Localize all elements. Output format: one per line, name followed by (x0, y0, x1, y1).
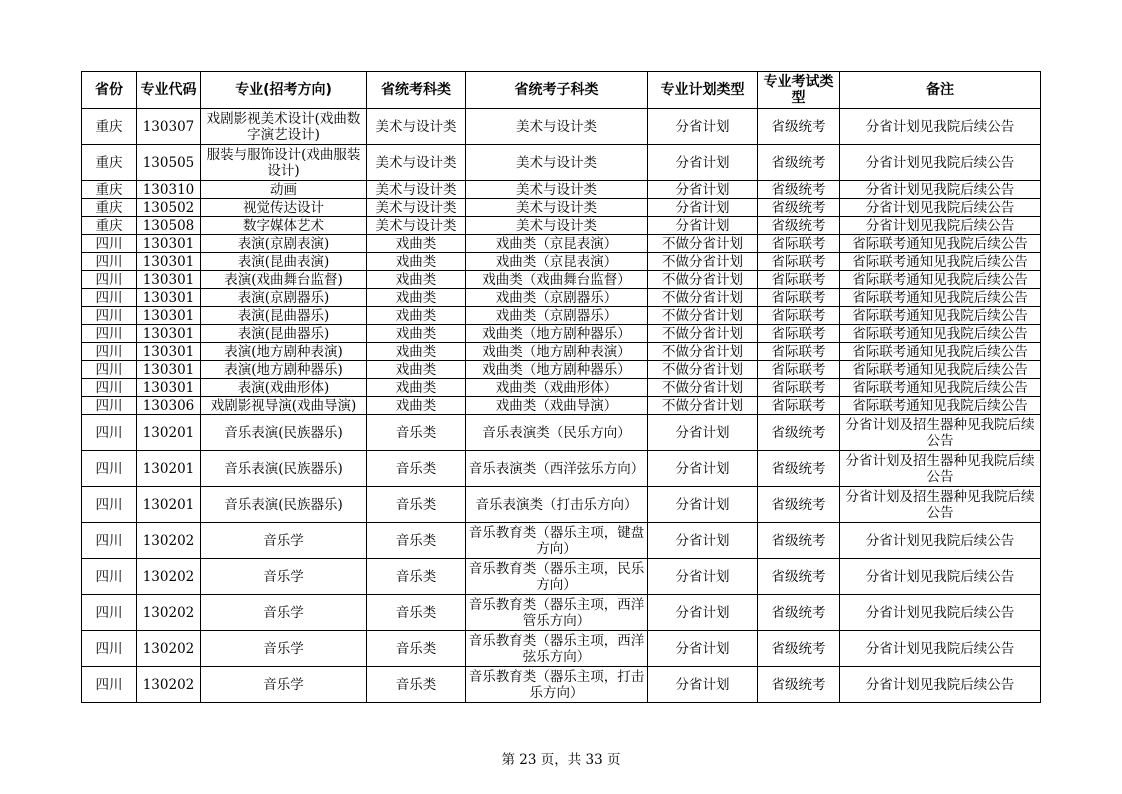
table-header-row (82, 72, 1041, 109)
cell-exam-subcategory: 戏曲类（地方剧种器乐） (466, 325, 648, 343)
cell-exam-category: 戏曲类 (367, 361, 466, 379)
cell-province: 四川 (82, 253, 137, 271)
cell-major-code: 130307 (137, 109, 201, 145)
cell-province: 重庆 (82, 145, 137, 181)
cell-major-direction: 音乐学 (201, 631, 367, 667)
cell-exam-category: 戏曲类 (367, 397, 466, 415)
cell-exam-subcategory: 戏曲类（地方剧种表演） (466, 343, 648, 361)
table-row (82, 289, 1041, 307)
cell-plan-type: 不做分省计划 (648, 307, 758, 325)
cell-exam-type: 省际联考 (758, 325, 840, 343)
cell-province: 四川 (82, 397, 137, 415)
cell-major-code: 130502 (137, 199, 201, 217)
cell-remarks: 省际联考通知见我院后续公告 (840, 343, 1041, 361)
cell-remarks: 省际联考通知见我院后续公告 (840, 397, 1041, 415)
cell-exam-category: 美术与设计类 (367, 199, 466, 217)
cell-remarks: 省际联考通知见我院后续公告 (840, 271, 1041, 289)
cell-province: 四川 (82, 361, 137, 379)
cell-exam-type: 省级统考 (758, 109, 840, 145)
cell-major-code: 130301 (137, 289, 201, 307)
cell-province: 重庆 (82, 181, 137, 199)
cell-remarks: 分省计划见我院后续公告 (840, 181, 1041, 199)
cell-exam-category: 戏曲类 (367, 379, 466, 397)
cell-remarks: 省际联考通知见我院后续公告 (840, 289, 1041, 307)
header-exam-subcategory: 省统考子科类 (466, 72, 648, 109)
cell-exam-type: 省际联考 (758, 235, 840, 253)
cell-province: 四川 (82, 271, 137, 289)
cell-remarks: 分省计划见我院后续公告 (840, 145, 1041, 181)
cell-province: 四川 (82, 289, 137, 307)
cell-major-direction: 戏剧影视导演(戏曲导演) (201, 397, 367, 415)
cell-exam-category: 音乐类 (367, 559, 466, 595)
header-remarks: 备注 (840, 72, 1041, 109)
cell-exam-subcategory: 美术与设计类 (466, 199, 648, 217)
cell-exam-category: 戏曲类 (367, 325, 466, 343)
cell-major-direction: 表演(京剧表演) (201, 235, 367, 253)
cell-exam-subcategory: 美术与设计类 (466, 145, 648, 181)
cell-major-code: 130301 (137, 325, 201, 343)
cell-province: 重庆 (82, 199, 137, 217)
cell-exam-subcategory: 音乐教育类（器乐主项，民乐方向） (466, 559, 648, 595)
cell-exam-subcategory: 戏曲类（戏曲导演） (466, 397, 648, 415)
cell-exam-subcategory: 音乐表演类（民乐方向） (466, 415, 648, 451)
table-row (82, 307, 1041, 325)
cell-exam-subcategory: 戏曲类（京剧器乐） (466, 289, 648, 307)
cell-province: 四川 (82, 487, 137, 523)
table-row (82, 379, 1041, 397)
cell-exam-category: 音乐类 (367, 415, 466, 451)
cell-province: 四川 (82, 451, 137, 487)
cell-exam-subcategory: 音乐教育类（器乐主项，打击乐方向） (466, 667, 648, 703)
cell-exam-subcategory: 美术与设计类 (466, 109, 648, 145)
cell-major-direction: 音乐表演(民族器乐) (201, 415, 367, 451)
cell-exam-type: 省际联考 (758, 343, 840, 361)
cell-province: 四川 (82, 523, 137, 559)
cell-province: 重庆 (82, 109, 137, 145)
cell-province: 四川 (82, 631, 137, 667)
table-row (82, 235, 1041, 253)
cell-exam-category: 音乐类 (367, 523, 466, 559)
header-exam-type: 专业考试类型 (758, 72, 840, 109)
cell-major-direction: 表演(昆曲器乐) (201, 307, 367, 325)
cell-major-direction: 表演(地方剧种器乐) (201, 361, 367, 379)
cell-exam-category: 美术与设计类 (367, 109, 466, 145)
cell-major-direction: 视觉传达设计 (201, 199, 367, 217)
cell-exam-type: 省级统考 (758, 523, 840, 559)
header-major-code: 专业代码 (137, 72, 201, 109)
cell-exam-type: 省际联考 (758, 307, 840, 325)
cell-exam-type: 省级统考 (758, 181, 840, 199)
table-row (82, 217, 1041, 235)
cell-exam-type: 省级统考 (758, 667, 840, 703)
cell-remarks: 省际联考通知见我院后续公告 (840, 253, 1041, 271)
cell-plan-type: 不做分省计划 (648, 379, 758, 397)
cell-major-code: 130301 (137, 271, 201, 289)
cell-plan-type: 分省计划 (648, 667, 758, 703)
cell-plan-type: 不做分省计划 (648, 343, 758, 361)
cell-exam-category: 戏曲类 (367, 235, 466, 253)
cell-exam-subcategory: 音乐教育类（器乐主项，西洋弦乐方向） (466, 631, 648, 667)
cell-major-code: 130301 (137, 343, 201, 361)
cell-major-direction: 表演(地方剧种表演) (201, 343, 367, 361)
cell-major-code: 130301 (137, 253, 201, 271)
cell-major-direction: 音乐表演(民族器乐) (201, 451, 367, 487)
cell-exam-type: 省级统考 (758, 199, 840, 217)
table-row (82, 145, 1041, 181)
table-row (82, 199, 1041, 217)
cell-province: 四川 (82, 325, 137, 343)
cell-exam-type: 省级统考 (758, 217, 840, 235)
cell-major-code: 130310 (137, 181, 201, 199)
cell-major-direction: 表演(京剧器乐) (201, 289, 367, 307)
cell-remarks: 分省计划见我院后续公告 (840, 667, 1041, 703)
cell-province: 四川 (82, 595, 137, 631)
cell-major-direction: 音乐学 (201, 559, 367, 595)
table-row (82, 451, 1041, 487)
cell-exam-type: 省际联考 (758, 289, 840, 307)
cell-plan-type: 分省计划 (648, 451, 758, 487)
header-major-direction: 专业(招考方向) (201, 72, 367, 109)
cell-plan-type: 分省计划 (648, 487, 758, 523)
cell-major-direction: 动画 (201, 181, 367, 199)
cell-exam-category: 音乐类 (367, 631, 466, 667)
cell-plan-type: 分省计划 (648, 217, 758, 235)
cell-exam-subcategory: 戏曲类（地方剧种器乐） (466, 361, 648, 379)
cell-remarks: 分省计划见我院后续公告 (840, 109, 1041, 145)
cell-province: 四川 (82, 667, 137, 703)
cell-plan-type: 不做分省计划 (648, 361, 758, 379)
table-row (82, 595, 1041, 631)
cell-major-code: 130202 (137, 631, 201, 667)
cell-exam-category: 戏曲类 (367, 253, 466, 271)
cell-exam-category: 戏曲类 (367, 307, 466, 325)
cell-major-direction: 数字媒体艺术 (201, 217, 367, 235)
cell-exam-type: 省级统考 (758, 415, 840, 451)
cell-exam-category: 音乐类 (367, 451, 466, 487)
cell-plan-type: 分省计划 (648, 109, 758, 145)
cell-major-direction: 戏剧影视美术设计(戏曲数字演艺设计) (201, 109, 367, 145)
cell-major-direction: 音乐学 (201, 667, 367, 703)
header-plan-type: 专业计划类型 (648, 72, 758, 109)
cell-plan-type: 不做分省计划 (648, 325, 758, 343)
cell-exam-subcategory: 音乐教育类（器乐主项，键盘方向） (466, 523, 648, 559)
header-province: 省份 (82, 72, 137, 109)
table-row (82, 523, 1041, 559)
cell-major-code: 130202 (137, 595, 201, 631)
cell-exam-type: 省际联考 (758, 361, 840, 379)
cell-exam-type: 省级统考 (758, 451, 840, 487)
cell-major-direction: 音乐学 (201, 523, 367, 559)
cell-major-code: 130508 (137, 217, 201, 235)
cell-plan-type: 不做分省计划 (648, 253, 758, 271)
cell-major-code: 130306 (137, 397, 201, 415)
table-row (82, 271, 1041, 289)
cell-remarks: 分省计划及招生器种见我院后续公告 (840, 487, 1041, 523)
table-row (82, 325, 1041, 343)
cell-plan-type: 不做分省计划 (648, 397, 758, 415)
cell-exam-category: 戏曲类 (367, 289, 466, 307)
cell-major-direction: 表演(戏曲舞台监督) (201, 271, 367, 289)
cell-plan-type: 分省计划 (648, 559, 758, 595)
cell-remarks: 省际联考通知见我院后续公告 (840, 307, 1041, 325)
cell-exam-category: 音乐类 (367, 487, 466, 523)
header-exam-category: 省统考科类 (367, 72, 466, 109)
table-row (82, 109, 1041, 145)
table-row (82, 343, 1041, 361)
cell-plan-type: 分省计划 (648, 199, 758, 217)
cell-exam-subcategory: 戏曲类（戏曲舞台监督） (466, 271, 648, 289)
cell-remarks: 省际联考通知见我院后续公告 (840, 361, 1041, 379)
table-row (82, 559, 1041, 595)
cell-province: 四川 (82, 559, 137, 595)
cell-exam-category: 戏曲类 (367, 271, 466, 289)
cell-plan-type: 不做分省计划 (648, 271, 758, 289)
cell-plan-type: 分省计划 (648, 595, 758, 631)
cell-major-code: 130301 (137, 379, 201, 397)
cell-province: 四川 (82, 343, 137, 361)
page-number: 第 23 页，共 33 页 (501, 752, 621, 768)
cell-remarks: 分省计划及招生器种见我院后续公告 (840, 451, 1041, 487)
table-row (82, 397, 1041, 415)
cell-major-code: 130201 (137, 487, 201, 523)
table-row (82, 253, 1041, 271)
cell-exam-subcategory: 戏曲类（京昆表演） (466, 235, 648, 253)
cell-province: 四川 (82, 307, 137, 325)
admission-plan-table (81, 71, 1041, 703)
cell-major-direction: 表演(昆曲器乐) (201, 325, 367, 343)
cell-remarks: 省际联考通知见我院后续公告 (840, 379, 1041, 397)
cell-plan-type: 分省计划 (648, 415, 758, 451)
cell-exam-type: 省际联考 (758, 397, 840, 415)
cell-remarks: 分省计划见我院后续公告 (840, 595, 1041, 631)
cell-remarks: 分省计划见我院后续公告 (840, 217, 1041, 235)
cell-exam-category: 音乐类 (367, 667, 466, 703)
cell-exam-type: 省际联考 (758, 253, 840, 271)
cell-exam-category: 音乐类 (367, 595, 466, 631)
cell-major-direction: 音乐学 (201, 595, 367, 631)
cell-remarks: 省际联考通知见我院后续公告 (840, 325, 1041, 343)
table-row (82, 631, 1041, 667)
cell-province: 四川 (82, 379, 137, 397)
table-row (82, 415, 1041, 451)
cell-exam-type: 省级统考 (758, 595, 840, 631)
cell-major-code: 130202 (137, 523, 201, 559)
table-body (82, 109, 1041, 703)
cell-major-code: 130301 (137, 307, 201, 325)
cell-plan-type: 分省计划 (648, 181, 758, 199)
cell-plan-type: 不做分省计划 (648, 235, 758, 253)
cell-exam-category: 美术与设计类 (367, 145, 466, 181)
cell-major-direction: 表演(戏曲形体) (201, 379, 367, 397)
cell-exam-subcategory: 音乐教育类（器乐主项，西洋管乐方向） (466, 595, 648, 631)
cell-exam-type: 省际联考 (758, 379, 840, 397)
cell-exam-type: 省际联考 (758, 271, 840, 289)
cell-province: 重庆 (82, 217, 137, 235)
table-row (82, 361, 1041, 379)
cell-major-code: 130202 (137, 667, 201, 703)
cell-major-code: 130505 (137, 145, 201, 181)
cell-exam-subcategory: 音乐表演类（西洋弦乐方向） (466, 451, 648, 487)
cell-major-code: 130301 (137, 235, 201, 253)
cell-province: 四川 (82, 235, 137, 253)
cell-exam-type: 省级统考 (758, 631, 840, 667)
cell-exam-category: 美术与设计类 (367, 217, 466, 235)
cell-remarks: 分省计划见我院后续公告 (840, 559, 1041, 595)
cell-exam-subcategory: 音乐表演类（打击乐方向） (466, 487, 648, 523)
cell-plan-type: 分省计划 (648, 631, 758, 667)
cell-plan-type: 不做分省计划 (648, 289, 758, 307)
cell-exam-category: 戏曲类 (367, 343, 466, 361)
table-row (82, 181, 1041, 199)
cell-remarks: 省际联考通知见我院后续公告 (840, 235, 1041, 253)
cell-exam-type: 省级统考 (758, 487, 840, 523)
cell-major-code: 130201 (137, 451, 201, 487)
cell-plan-type: 分省计划 (648, 145, 758, 181)
cell-exam-subcategory: 戏曲类（京昆表演） (466, 253, 648, 271)
cell-major-code: 130301 (137, 361, 201, 379)
cell-exam-subcategory: 戏曲类（京剧器乐） (466, 307, 648, 325)
table-row (82, 487, 1041, 523)
cell-province: 四川 (82, 415, 137, 451)
cell-exam-category: 美术与设计类 (367, 181, 466, 199)
cell-remarks: 分省计划见我院后续公告 (840, 199, 1041, 217)
cell-exam-subcategory: 美术与设计类 (466, 181, 648, 199)
cell-major-code: 130202 (137, 559, 201, 595)
cell-remarks: 分省计划见我院后续公告 (840, 523, 1041, 559)
cell-exam-type: 省级统考 (758, 145, 840, 181)
cell-major-direction: 表演(昆曲表演) (201, 253, 367, 271)
cell-remarks: 分省计划见我院后续公告 (840, 631, 1041, 667)
table-row (82, 667, 1041, 703)
cell-major-code: 130201 (137, 415, 201, 451)
cell-plan-type: 分省计划 (648, 523, 758, 559)
cell-major-direction: 音乐表演(民族器乐) (201, 487, 367, 523)
cell-major-direction: 服装与服饰设计(戏曲服装设计) (201, 145, 367, 181)
cell-remarks: 分省计划及招生器种见我院后续公告 (840, 415, 1041, 451)
cell-exam-type: 省级统考 (758, 559, 840, 595)
cell-exam-subcategory: 戏曲类（戏曲形体） (466, 379, 648, 397)
cell-exam-subcategory: 美术与设计类 (466, 217, 648, 235)
